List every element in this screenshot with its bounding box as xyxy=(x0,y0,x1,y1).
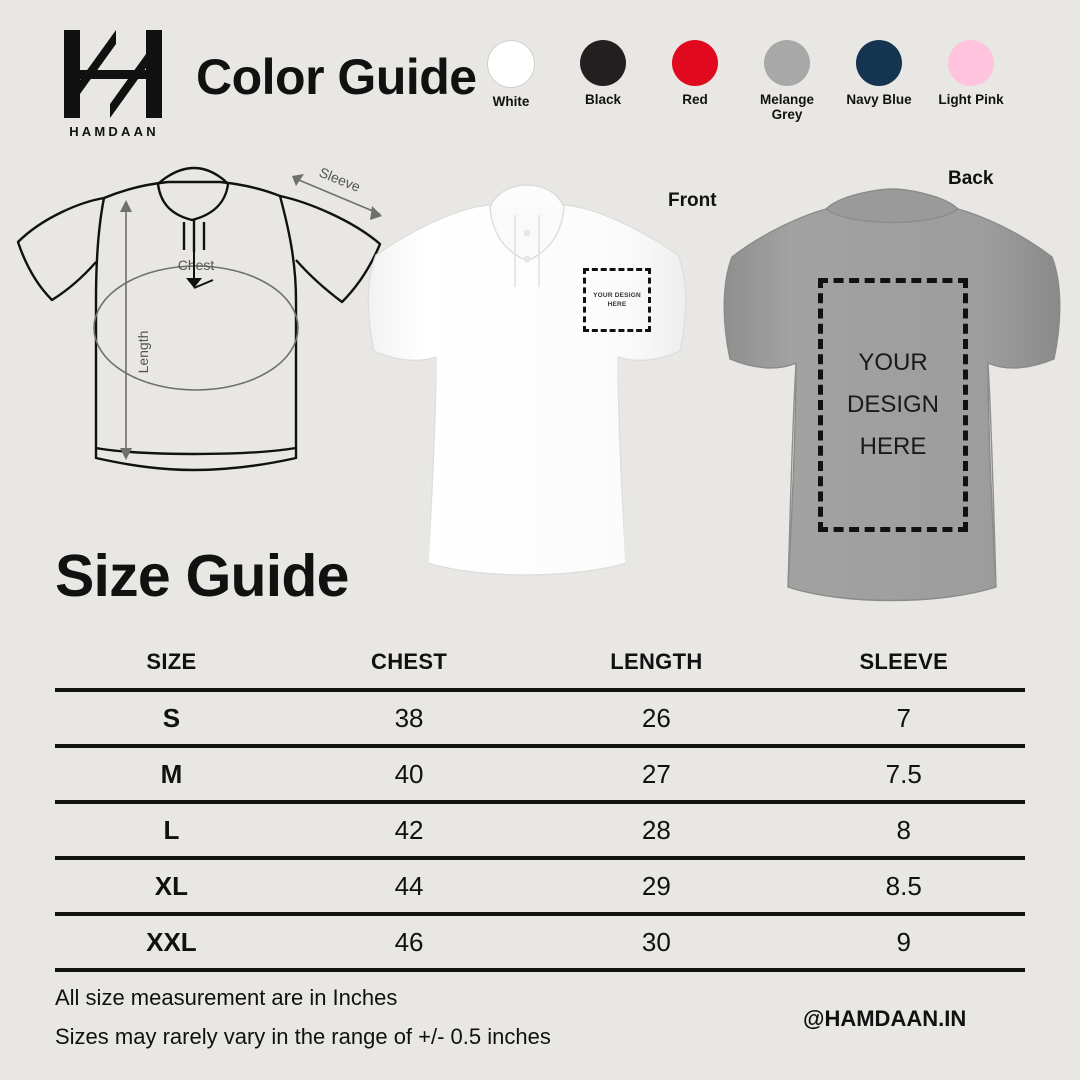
cell-chest: 42 xyxy=(394,814,424,845)
color-swatch-list xyxy=(478,40,1004,122)
swatch-dot-navy-blue xyxy=(856,40,902,86)
table-row xyxy=(55,858,1025,914)
cell-sleeve: 9 xyxy=(896,926,911,957)
logo-mark-icon xyxy=(58,28,168,120)
cell-sleeve: 8.5 xyxy=(885,870,922,901)
swatch-label: White xyxy=(492,94,530,109)
cell-chest: 40 xyxy=(394,758,424,789)
color-guide-title: Color Guide xyxy=(196,49,477,105)
back-design-text-line2: DESIGN xyxy=(846,391,939,418)
length-measure-label: Length xyxy=(135,330,151,374)
size-guide-table xyxy=(55,636,1025,972)
color-swatch xyxy=(570,40,636,107)
variance-note: Sizes may rarely vary in the range of +/- 0.5 inches xyxy=(55,1024,551,1049)
swatch-label: Navy Blue xyxy=(846,92,912,107)
table-row xyxy=(55,914,1025,970)
cell-size: M xyxy=(160,758,183,789)
color-swatch xyxy=(938,40,1004,107)
swatch-dot-red xyxy=(672,40,718,86)
front-design-placeholder xyxy=(583,268,651,332)
cell-size: XXL xyxy=(146,926,197,957)
cell-sleeve: 7.5 xyxy=(885,758,922,789)
table-header-row xyxy=(55,636,1025,690)
color-swatch xyxy=(478,40,544,109)
cell-length: 27 xyxy=(641,758,671,789)
table-row xyxy=(55,690,1025,746)
swatch-label: Light Pink xyxy=(938,92,1004,107)
column-header-size: SIZE xyxy=(146,649,197,674)
brand-name: HAMDAAN xyxy=(69,124,159,139)
column-header-sleeve: SLEEVE xyxy=(859,649,949,674)
measurement-note: All size measurement are in Inches xyxy=(55,985,398,1010)
column-header-chest: CHEST xyxy=(371,649,448,674)
front-design-text-line1: YOUR DESIGN xyxy=(593,292,641,299)
polo-front-mockup xyxy=(340,175,710,595)
chest-measure-label: Chest xyxy=(177,257,215,273)
swatch-dot-white xyxy=(487,40,535,88)
cell-length: 30 xyxy=(641,926,671,957)
swatch-dot-light-pink xyxy=(948,40,994,86)
back-design-text-line1: YOUR xyxy=(858,349,928,376)
cell-size: L xyxy=(163,814,180,845)
header xyxy=(48,20,1032,140)
swatch-label: Red xyxy=(682,92,708,107)
cell-length: 29 xyxy=(641,870,671,901)
back-view-label: Back xyxy=(948,168,994,189)
cell-length: 28 xyxy=(641,814,671,845)
size-guide-title: Size Guide xyxy=(55,543,349,609)
cell-chest: 46 xyxy=(394,926,424,957)
back-design-placeholder xyxy=(818,278,968,532)
swatch-label: Melange Grey xyxy=(759,92,814,122)
column-header-length: LENGTH xyxy=(610,649,703,674)
cell-sleeve: 8 xyxy=(896,814,911,845)
back-design-text-line3: HERE xyxy=(859,433,927,460)
swatch-label: Black xyxy=(584,92,622,107)
swatch-dot-black xyxy=(580,40,626,86)
color-swatch xyxy=(754,40,820,122)
swatch-dot-melange-grey xyxy=(764,40,810,86)
front-design-text-line2: HERE xyxy=(607,301,627,308)
cell-size: XL xyxy=(154,870,189,901)
cell-chest: 44 xyxy=(394,870,424,901)
color-swatch xyxy=(662,40,728,107)
sleeve-measure-label: Sleeve xyxy=(317,163,363,195)
cell-length: 26 xyxy=(641,702,671,733)
color-swatch xyxy=(846,40,912,107)
cell-chest: 38 xyxy=(394,702,424,733)
cell-sleeve: 7 xyxy=(896,702,911,733)
table-row xyxy=(55,802,1025,858)
front-view-label: Front xyxy=(668,190,717,211)
brand-logo xyxy=(58,28,176,150)
table-row xyxy=(55,746,1025,802)
cell-size: S xyxy=(162,702,181,733)
brand-handle: @HAMDAAN.IN xyxy=(803,1006,967,1031)
